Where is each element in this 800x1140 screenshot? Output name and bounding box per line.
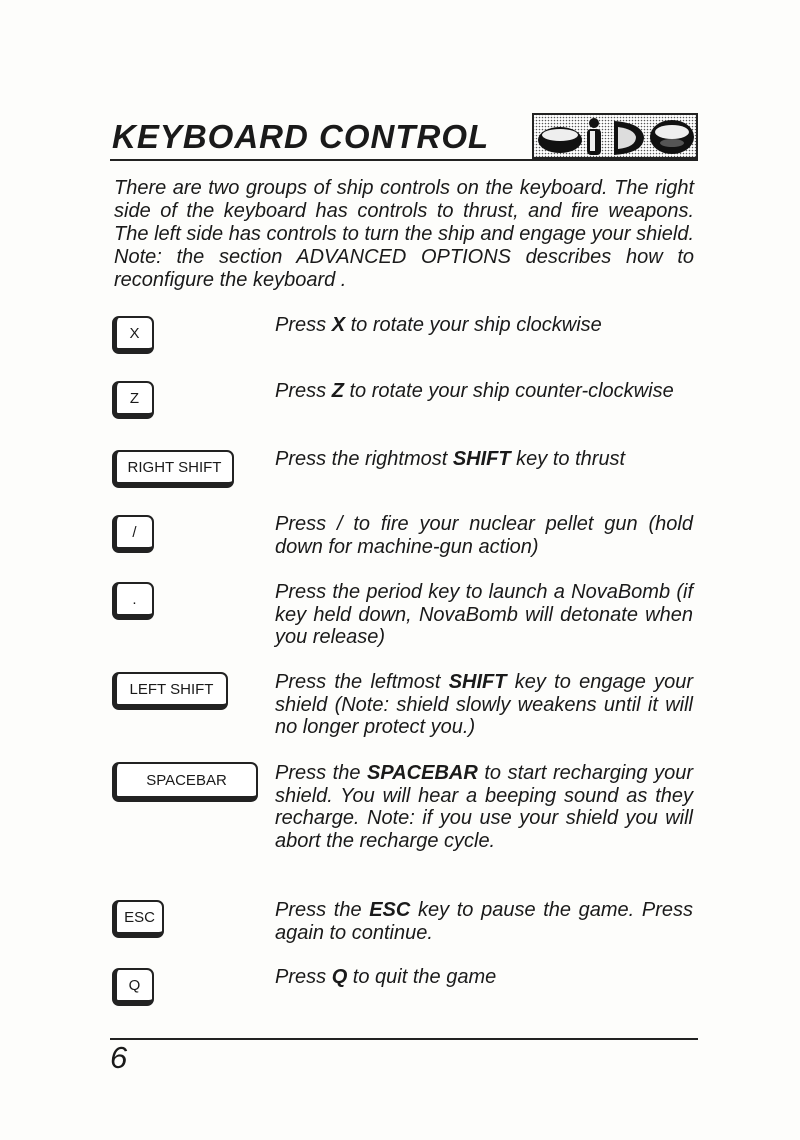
control-slash-description: Press / to fire your nuclear pellet gun (hold down for machine-gun action) [275, 513, 693, 558]
key-spacebar-icon: SPACEBAR [112, 762, 258, 802]
key-period-icon: . [112, 582, 154, 620]
control-z-description: Press Z to rotate your ship counter-clockwise [275, 380, 674, 402]
control-spacebar-description: Press the SPACEBAR to start recharging your shield. You will hear a beeping sound as they recharge. Note: if you use your shield you will abort the recharge cycle. [275, 762, 693, 852]
key-right-shift-icon: RIGHT SHIFT [112, 450, 234, 488]
control-x-description: Press X to rotate your ship clockwise [275, 314, 602, 336]
footer-divider [110, 1038, 698, 1040]
title-divider [110, 159, 698, 161]
control-esc-description: Press the ESC key to pause the game. Press again to continue. [275, 899, 693, 944]
control-left-shift-description: Press the leftmost SHIFT key to engage your shield (Note: shield slowly weakens until it will no longer protect you.) [275, 671, 693, 738]
intro-paragraph: There are two groups of ship controls on the keyboard. The right side of the keyboard has controls to thrust, and fire weapons. The left side has controls to turn the ship and engage your shield. Note: the section ADVANCED OPTIONS describes how to reconfigure the keyboard . [114, 177, 694, 291]
key-left-shift-icon: LEFT SHIFT [112, 672, 228, 710]
control-right-shift-description: Press the rightmost SHIFT key to thrust [275, 448, 626, 470]
control-q-description: Press Q to quit the game [275, 966, 497, 988]
key-q-icon: Q [112, 968, 154, 1006]
page-title: KEYBOARD CONTROL [112, 118, 490, 155]
key-esc-icon: ESC [112, 900, 164, 938]
key-slash-icon: / [112, 515, 154, 553]
game-logo-icon [532, 113, 698, 159]
page-number: 6 [110, 1040, 128, 1075]
key-x-icon: X [112, 316, 154, 354]
control-period-description: Press the period key to launch a NovaBomb (if key held down, NovaBomb will detonate when you release) [275, 581, 693, 648]
key-z-icon: Z [112, 381, 154, 419]
